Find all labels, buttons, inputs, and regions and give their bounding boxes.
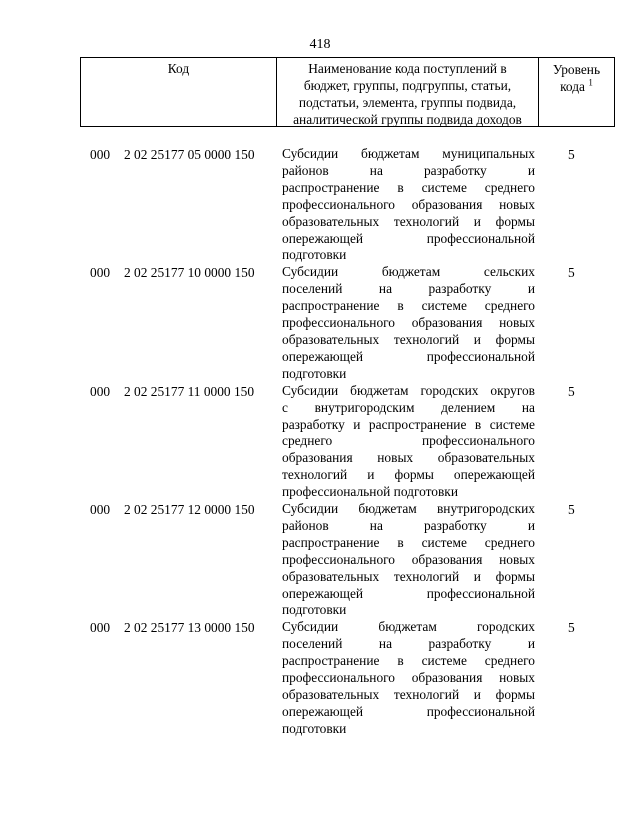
admin-code: 000 xyxy=(90,620,111,636)
description-line: распространение в системе среднего xyxy=(282,534,535,550)
revenue-code: 2 02 25177 12 0000 150 xyxy=(124,502,255,518)
description-line: Субсидии бюджетам городских округов xyxy=(282,382,535,398)
description-line: опережающей профессиональной xyxy=(282,230,535,246)
header-level-line1: Уровень xyxy=(552,62,601,77)
code-level: 5 xyxy=(568,620,575,636)
code-level: 5 xyxy=(568,502,575,518)
header-name-line: подстатьи, элемента, группы подвида, xyxy=(298,95,517,110)
header-level-label: кода xyxy=(560,79,586,94)
description-line: образовательных технологий и формы xyxy=(282,331,535,347)
description-line: распространение в системе среднего xyxy=(282,653,535,669)
description-line: Субсидии бюджетам внутригородских xyxy=(282,501,535,517)
description-line: опережающей профессиональной xyxy=(282,585,535,601)
description-line: технологий и формы опережающей xyxy=(282,467,535,483)
description-line: Субсидии бюджетам сельских xyxy=(282,264,535,280)
description-line: подготовки xyxy=(282,720,347,736)
revenue-code: 2 02 25177 05 0000 150 xyxy=(124,147,255,162)
code-level: 5 xyxy=(568,147,575,162)
description-line: профессионального образования новых xyxy=(282,196,535,212)
table-row xyxy=(0,619,640,737)
revenue-code: 2 02 25177 10 0000 150 xyxy=(124,265,255,281)
description-line: профессионального образования новых xyxy=(282,670,535,686)
description-line: поселений на разработку и xyxy=(282,281,535,297)
page-number: 418 xyxy=(309,37,331,52)
header-name-line: бюджет, группы, подгруппы, статьи, xyxy=(303,78,512,93)
revenue-description xyxy=(282,619,535,737)
header-code-cell xyxy=(81,58,277,126)
header-level-line2 xyxy=(539,78,614,95)
table-row xyxy=(0,146,640,264)
admin-code: 000 xyxy=(90,147,111,162)
description-line: поселений на разработку и xyxy=(282,636,535,652)
description-line: образования новых образовательных xyxy=(282,450,535,466)
table-header xyxy=(80,57,615,127)
header-name-line: аналитической группы подвида доходов xyxy=(293,112,522,127)
description-line: Субсидии бюджетам муниципальных xyxy=(282,146,535,161)
admin-code: 000 xyxy=(90,502,111,518)
table-body xyxy=(0,146,640,738)
description-line: районов на разработку и xyxy=(282,517,535,533)
revenue-code: 2 02 25177 11 0000 150 xyxy=(124,383,255,399)
code-level: 5 xyxy=(568,383,575,399)
revenue-description xyxy=(282,501,535,619)
header-level-footnote: 1 xyxy=(588,77,593,88)
description-line: опережающей профессиональной xyxy=(282,348,535,364)
admin-code: 000 xyxy=(90,383,111,399)
description-line: распространение в системе среднего xyxy=(282,298,535,314)
description-line: профессионального образования новых xyxy=(282,551,535,567)
description-line: разработку и распространение в системе xyxy=(282,416,535,432)
description-line: подготовки xyxy=(282,247,347,263)
description-line: распространение в системе среднего xyxy=(282,179,535,195)
description-line: с внутригородским делением на xyxy=(282,399,535,415)
description-line: образовательных технологий и формы xyxy=(282,568,535,584)
header-name-line: Наименование кода поступлений в xyxy=(308,61,507,76)
revenue-description xyxy=(282,264,535,382)
description-line: образовательных технологий и формы xyxy=(282,213,535,229)
description-line: образовательных технологий и формы xyxy=(282,687,535,702)
description-line: районов на разработку и xyxy=(282,162,535,178)
table-row xyxy=(0,501,640,619)
description-line: опережающей профессиональной xyxy=(282,703,535,719)
description-line: подготовки xyxy=(282,602,347,618)
revenue-code: 2 02 25177 13 0000 150 xyxy=(124,620,255,636)
header-level-cell xyxy=(539,58,614,126)
header-name-cell xyxy=(277,58,539,126)
code-level: 5 xyxy=(568,265,575,281)
table-row xyxy=(0,264,640,382)
description-line: подготовки xyxy=(282,365,347,381)
description-line: Субсидии бюджетам городских xyxy=(282,619,535,635)
description-line: профессионального образования новых xyxy=(282,315,535,331)
admin-code: 000 xyxy=(90,265,111,281)
description-line: среднего профессионального xyxy=(282,433,535,449)
description-line: профессиональной подготовки xyxy=(282,484,458,500)
revenue-description xyxy=(282,146,535,264)
revenue-description xyxy=(282,383,535,501)
header-code-label: Код xyxy=(167,61,190,76)
table-row xyxy=(0,383,640,501)
